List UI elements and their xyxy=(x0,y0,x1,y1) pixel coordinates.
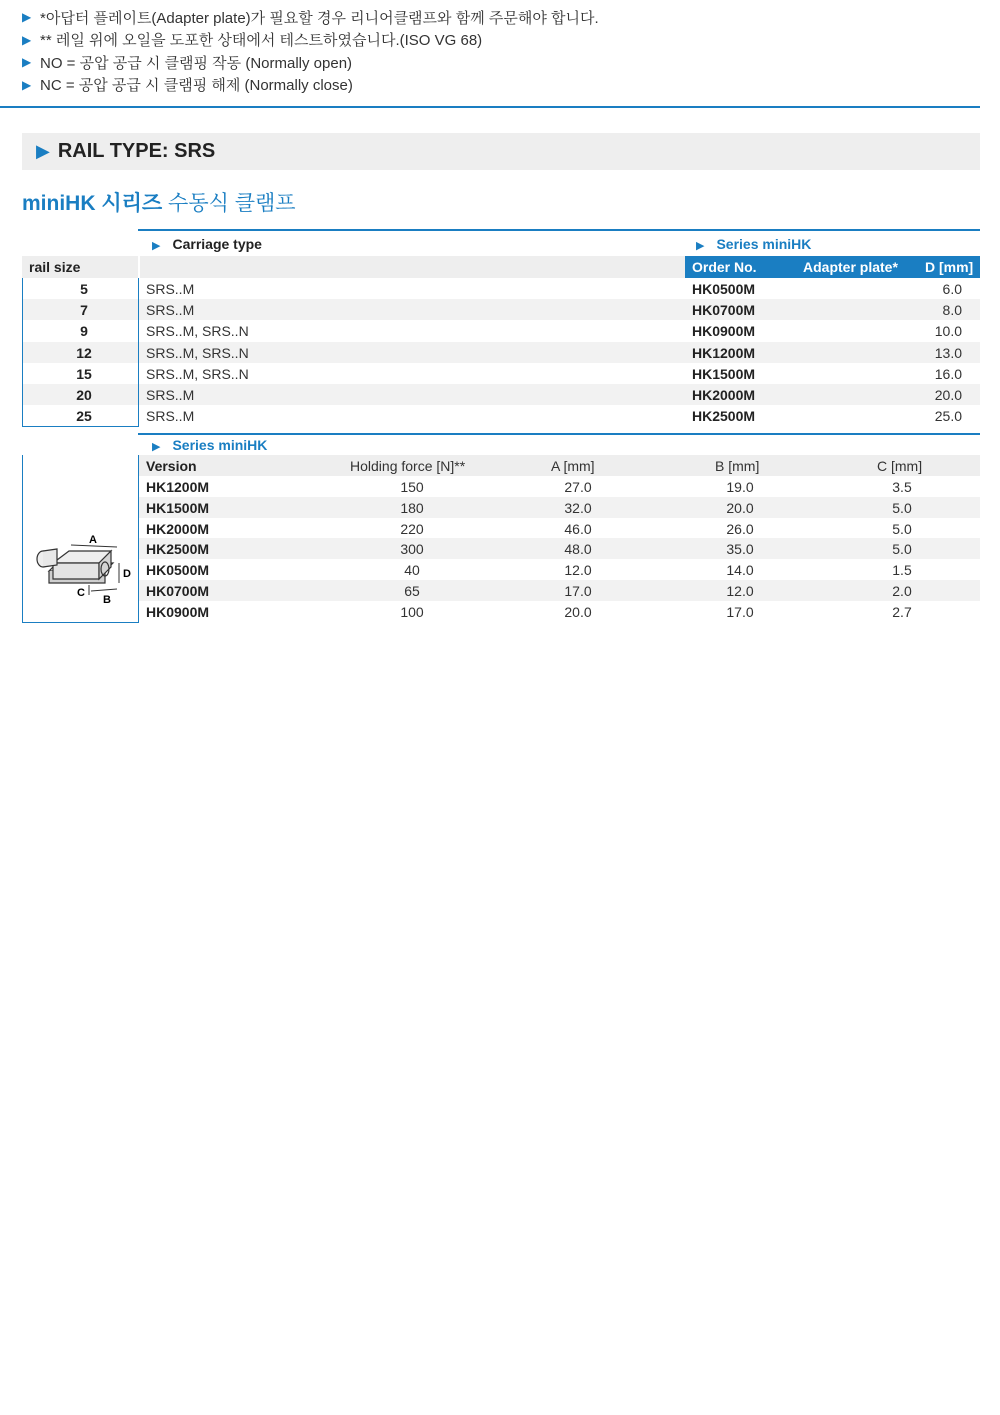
table-row xyxy=(138,538,980,559)
section-title: RAIL TYPE: SRS xyxy=(57,140,216,162)
table-row xyxy=(138,476,980,497)
d-cell: 6.0 xyxy=(942,281,962,297)
version-cell: HK2000M xyxy=(146,520,210,537)
table-row xyxy=(138,601,980,622)
triangle-bullet-icon: ▶ xyxy=(22,10,32,25)
carriage-type-cell: SRS..M, SRS..N xyxy=(146,344,249,361)
rail-size-frame xyxy=(22,278,139,427)
triangle-icon: ▶ xyxy=(152,441,161,453)
c-cell: 1.5 xyxy=(892,562,912,579)
a-cell: 17.0 xyxy=(564,582,592,599)
d-cell: 25.0 xyxy=(934,408,962,425)
dim-label-b: B xyxy=(103,594,111,606)
subtitle-bold: miniHK 시리즈 xyxy=(22,192,163,215)
c-header: C [mm] xyxy=(877,458,923,474)
rail-size-cell: 15 xyxy=(76,365,92,382)
version-cell: HK2500M xyxy=(146,541,210,558)
carriage-type-cell: SRS..M xyxy=(146,281,195,297)
note-text: NO = 공압 공급 시 클램핑 작동 (Normally open) xyxy=(40,54,353,72)
rail-size-cell: 12 xyxy=(76,344,92,361)
b-cell: 19.0 xyxy=(726,479,754,495)
divider xyxy=(138,229,980,231)
version-cell: HK0500M xyxy=(146,562,210,579)
a-cell: 46.0 xyxy=(564,520,592,537)
c-cell: 2.7 xyxy=(892,603,912,620)
holding-force-header: Holding force [N]** xyxy=(350,458,466,474)
holding-cell: 65 xyxy=(404,582,420,599)
rail-size-cell: 7 xyxy=(80,302,88,319)
table-row xyxy=(138,518,980,539)
table-group-header xyxy=(138,233,980,255)
order-no-cell: HK0500M xyxy=(692,281,756,297)
note-item xyxy=(22,74,982,97)
rail-size-header: rail size xyxy=(29,259,81,275)
holding-cell: 150 xyxy=(400,479,424,495)
diagram-frame xyxy=(22,455,139,623)
table-column-header xyxy=(22,256,980,278)
knob-shaft xyxy=(43,549,57,567)
table-row xyxy=(22,405,980,426)
table-row xyxy=(138,580,980,601)
note-text: *아답터 플레이트(Adapter plate)가 필요할 경우 리니어클램프와 함께 주문해야 합니다. xyxy=(40,9,599,27)
b-cell: 20.0 xyxy=(726,499,754,516)
series-header: ▶ Series miniHK xyxy=(696,236,812,252)
order-no-cell: HK0700M xyxy=(692,302,756,319)
adapter-plate-header: Adapter plate* xyxy=(803,259,898,275)
clamp-front xyxy=(53,563,99,579)
carriage-type-header: ▶ Carriage type xyxy=(152,236,262,252)
notes-list xyxy=(22,6,982,96)
a-header: A [mm] xyxy=(551,458,595,474)
series-header: ▶ Series miniHK xyxy=(152,437,268,453)
note-text: ** 레일 위에 오일을 도포한 상태에서 테스트하였습니다.(ISO VG 68) xyxy=(40,32,483,50)
carriage-type-cell: SRS..M, SRS..N xyxy=(146,323,249,340)
a-cell: 48.0 xyxy=(564,541,592,558)
carriage-type-cell: SRS..M xyxy=(146,408,195,425)
order-no-header: Order No. xyxy=(692,259,757,275)
d-cell: 10.0 xyxy=(934,323,962,340)
dim-label-d: D xyxy=(123,568,131,580)
a-cell: 27.0 xyxy=(564,479,592,495)
carriage-type-cell: SRS..M xyxy=(146,386,195,403)
d-header: D [mm] xyxy=(925,259,974,275)
d-cell: 13.0 xyxy=(934,344,962,361)
table-row xyxy=(22,342,980,363)
c-cell: 2.0 xyxy=(892,582,912,599)
rail-size-cell: 5 xyxy=(80,281,88,297)
d-cell: 16.0 xyxy=(934,365,962,382)
table-row xyxy=(138,497,980,518)
c-cell: 5.0 xyxy=(892,499,912,516)
holding-cell: 180 xyxy=(400,499,424,516)
a-cell: 32.0 xyxy=(564,499,592,516)
triangle-bullet-icon: ▶ xyxy=(22,55,32,70)
note-text: NC = 공압 공급 시 클램핑 해제 (Normally close) xyxy=(40,77,353,95)
version-cell: HK0700M xyxy=(146,582,210,599)
rail-size-cell: 25 xyxy=(76,408,92,425)
version-cell: HK1500M xyxy=(146,499,210,516)
d-cell: 8.0 xyxy=(942,302,962,319)
triangle-icon: ▶ xyxy=(36,141,50,161)
note-item xyxy=(22,29,982,52)
table-column-header xyxy=(138,455,980,476)
note-item xyxy=(22,6,982,29)
b-cell: 26.0 xyxy=(726,520,754,537)
a-cell: 12.0 xyxy=(564,562,592,579)
dim-line-b xyxy=(91,589,117,591)
dim-label-a: A xyxy=(89,534,97,546)
c-cell: 5.0 xyxy=(892,520,912,537)
b-cell: 17.0 xyxy=(726,603,754,620)
order-header-group xyxy=(685,256,980,278)
order-no-cell: HK2500M xyxy=(692,408,756,425)
table-row xyxy=(22,278,980,299)
note-item xyxy=(22,51,982,74)
table-body xyxy=(138,476,980,622)
order-no-cell: HK1500M xyxy=(692,365,756,382)
version-cell: HK1200M xyxy=(146,479,210,495)
triangle-icon: ▶ xyxy=(152,240,161,252)
triangle-bullet-icon: ▶ xyxy=(22,77,32,92)
carriage-type-cell: SRS..M xyxy=(146,302,195,319)
a-cell: 20.0 xyxy=(564,603,592,620)
holding-cell: 300 xyxy=(400,541,424,558)
b-cell: 12.0 xyxy=(726,582,754,599)
triangle-bullet-icon: ▶ xyxy=(22,32,32,47)
table-row xyxy=(22,384,980,405)
order-no-cell: HK1200M xyxy=(692,344,756,361)
c-cell: 5.0 xyxy=(892,541,912,558)
divider xyxy=(138,433,980,435)
order-no-cell: HK2000M xyxy=(692,386,756,403)
holding-cell: 220 xyxy=(400,520,424,537)
rail-size-cell: 20 xyxy=(76,386,92,403)
b-cell: 14.0 xyxy=(726,562,754,579)
table-row xyxy=(22,320,980,341)
table-row xyxy=(22,363,980,384)
version-header: Version xyxy=(146,458,197,474)
table-body xyxy=(22,278,980,426)
dim-label-c: C xyxy=(77,587,85,599)
c-cell: 3.5 xyxy=(892,479,912,495)
version-cell: HK0900M xyxy=(146,603,210,620)
d-cell: 20.0 xyxy=(934,386,962,403)
section-banner xyxy=(22,133,980,170)
subtitle-rest: 수동식 클램프 xyxy=(162,192,296,215)
clamp-dimension-diagram xyxy=(27,533,137,613)
holding-cell: 40 xyxy=(404,562,420,579)
b-cell: 35.0 xyxy=(726,541,754,558)
divider xyxy=(0,106,980,108)
carriage-type-cell: SRS..M, SRS..N xyxy=(146,365,249,382)
triangle-icon: ▶ xyxy=(696,240,705,252)
table-row xyxy=(138,559,980,580)
rail-size-cell: 9 xyxy=(80,323,88,340)
holding-cell: 100 xyxy=(400,603,424,620)
b-header: B [mm] xyxy=(715,458,760,474)
page-subtitle xyxy=(22,187,296,217)
table-row xyxy=(22,299,980,320)
order-no-cell: HK0900M xyxy=(692,323,756,340)
